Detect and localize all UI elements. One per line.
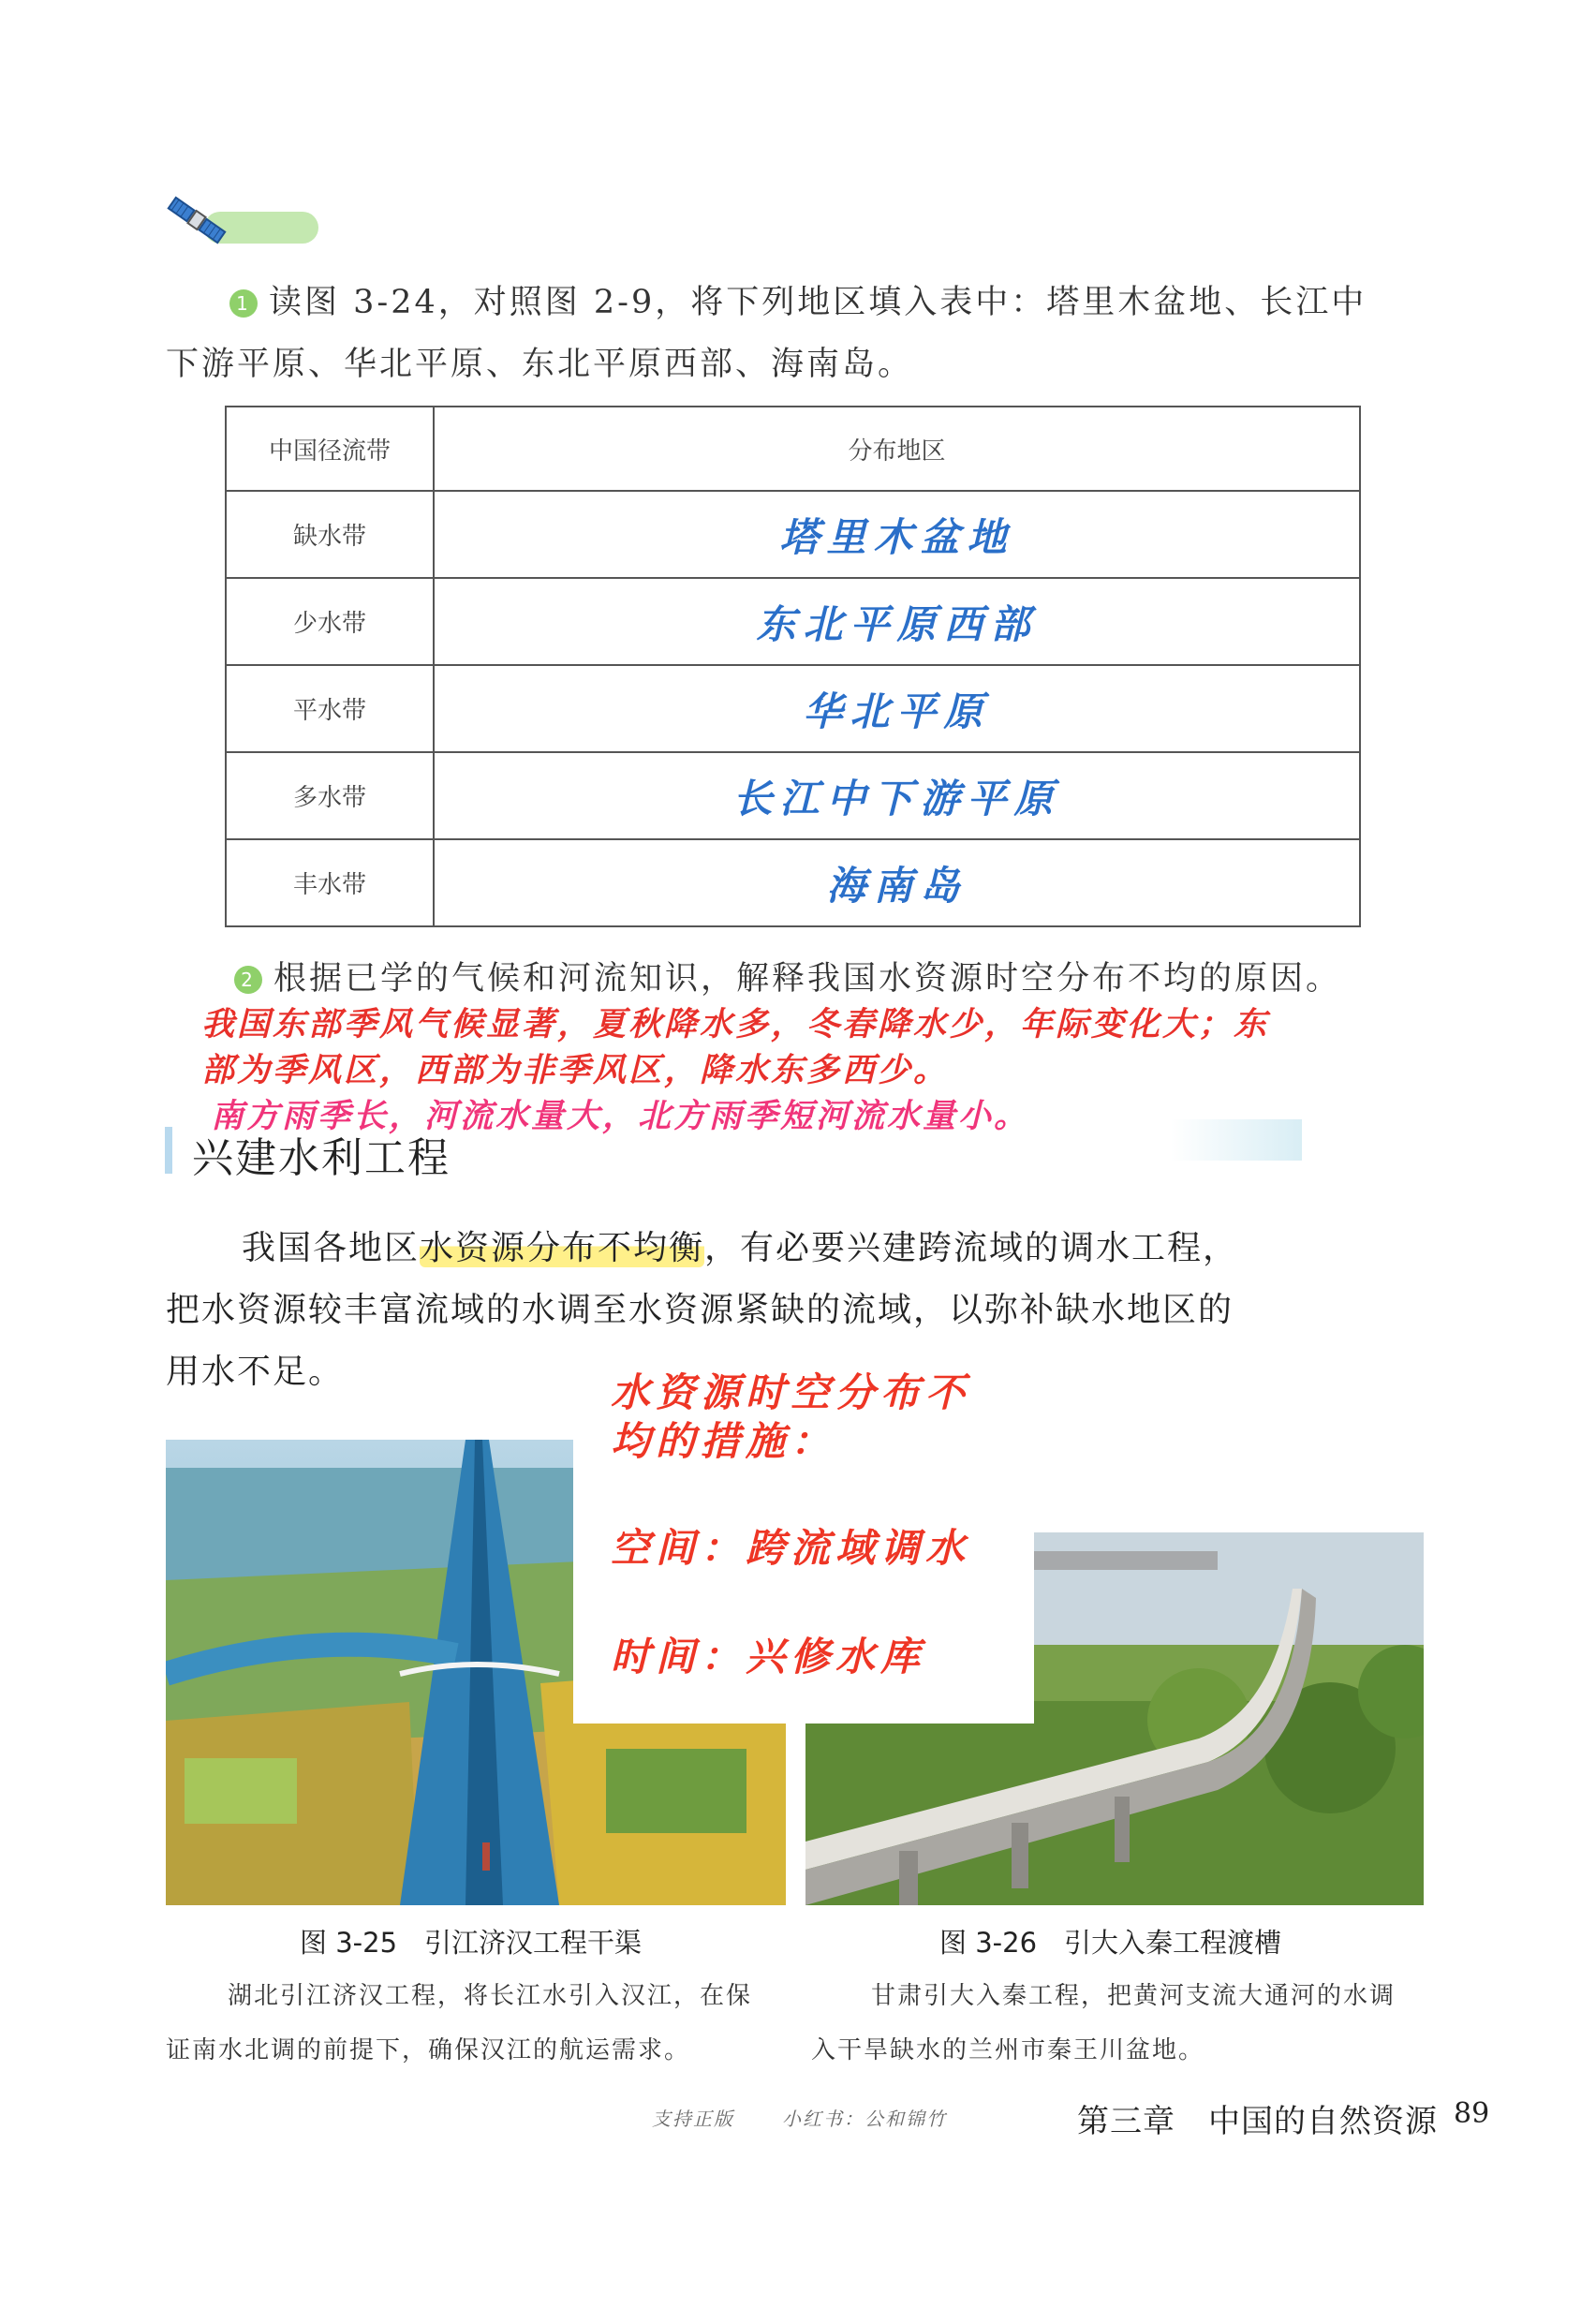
watermark-handle: 小红书：公和锦竹: [782, 2108, 947, 2130]
table-row: [226, 665, 1360, 752]
band-cell: 平水带: [226, 665, 434, 752]
band-cell: 缺水带: [226, 491, 434, 578]
handwritten-answer: 塔里木盆地: [779, 513, 1014, 560]
activity-badge: [159, 187, 328, 253]
highlighted-text: 水资源分布不均衡: [420, 1229, 705, 1267]
figure-3-25-caption-line1: 湖北引江济汉工程，将长江水引入汉江，在保: [228, 1982, 753, 2010]
figure-3-25-caption-line2: 证南水北调的前提下，确保汉江的航运需求。: [166, 2036, 691, 2064]
handwritten-answer: 长江中下游平原: [732, 775, 1061, 821]
section-accent-bar: [165, 1127, 172, 1174]
satellite-icon: [159, 187, 234, 253]
question-1-line1: 读图 3-24，对照图 2-9，将下列地区填入表中：塔里木盆地、长江中: [269, 284, 1367, 321]
figure-3-26-title: 图 3-26 引大入秦工程渡槽: [939, 1927, 1282, 1959]
band-cell: 丰水带: [226, 839, 434, 926]
runoff-table: [225, 406, 1361, 927]
note-line4: 时间：兴修水库: [611, 1634, 926, 1679]
paragraph-line1: [242, 1218, 1238, 1280]
paragraph-line2: 把水资源较丰富流域的水调至水资源紧缺的流域，以弥补缺水地区的: [166, 1291, 1234, 1329]
table-row: [226, 752, 1360, 839]
paragraph-line3: 用水不足。: [166, 1353, 345, 1391]
band-cell: 多水带: [226, 752, 434, 839]
paragraph-text: ，有必要兴建跨流域的调水工程，: [704, 1229, 1239, 1267]
region-cell: [434, 752, 1360, 839]
question-2-text: 根据已学的气候和河流知识，解释我国水资源时空分布不均的原因。: [273, 960, 1342, 998]
watermark-text: 支持正版: [652, 2108, 734, 2130]
handwritten-answer: 海南岛: [826, 862, 968, 909]
note-line3: 空间：跨流域调水: [611, 1525, 971, 1571]
handwritten-answer: 东北平原西部: [756, 600, 1038, 647]
paragraph-text: 我国各地区: [242, 1229, 421, 1267]
question-number: 2: [234, 966, 262, 994]
table-header-row: [226, 407, 1360, 491]
table-row: [226, 839, 1360, 926]
region-cell: [434, 491, 1360, 578]
figure-3-26-caption-line2: 入干旱缺水的兰州市秦王川盆地。: [811, 2036, 1205, 2064]
table-row: [226, 491, 1360, 578]
question-1-line2: 下游平原、华北平原、东北平原西部、海南岛。: [166, 346, 914, 383]
handwritten-answer-line1: 我国东部季风气候显著，夏秋降水多，冬春降水少，年际变化大；东: [201, 1006, 1270, 1043]
section-title: 兴建水利工程: [192, 1134, 451, 1182]
table-header-region: 分布地区: [434, 407, 1360, 491]
section-decoration: [1171, 1119, 1302, 1161]
table-header-band: 中国径流带: [226, 407, 434, 491]
region-cell: [434, 578, 1360, 665]
note-line1: 水资源时空分布不: [611, 1369, 971, 1415]
region-cell: [434, 839, 1360, 926]
table-row: [226, 578, 1360, 665]
region-cell: [434, 665, 1360, 752]
handwritten-answer-line2: 部为季风区，西部为非季风区，降水东多西少。: [201, 1052, 950, 1089]
question-1: [229, 272, 1367, 333]
chapter-title: 第三章 中国的自然资源: [1077, 2103, 1438, 2140]
handwritten-note-box: [573, 1349, 1034, 1724]
note-line2: 均的措施：: [611, 1418, 836, 1464]
handwritten-answer-line3: 南方雨季长，河流水量大，北方雨季短河流水量小。: [211, 1098, 1030, 1135]
figure-3-25-title: 图 3-25 引江济汉工程干渠: [300, 1927, 643, 1959]
question-number: 1: [229, 289, 258, 318]
band-cell: 少水带: [226, 578, 434, 665]
page-number: 89: [1454, 2097, 1490, 2130]
figure-3-26-caption-line1: 甘肃引大入秦工程，把黄河支流大通河的水调: [871, 1982, 1396, 2010]
handwritten-answer: 华北平原: [803, 688, 991, 734]
